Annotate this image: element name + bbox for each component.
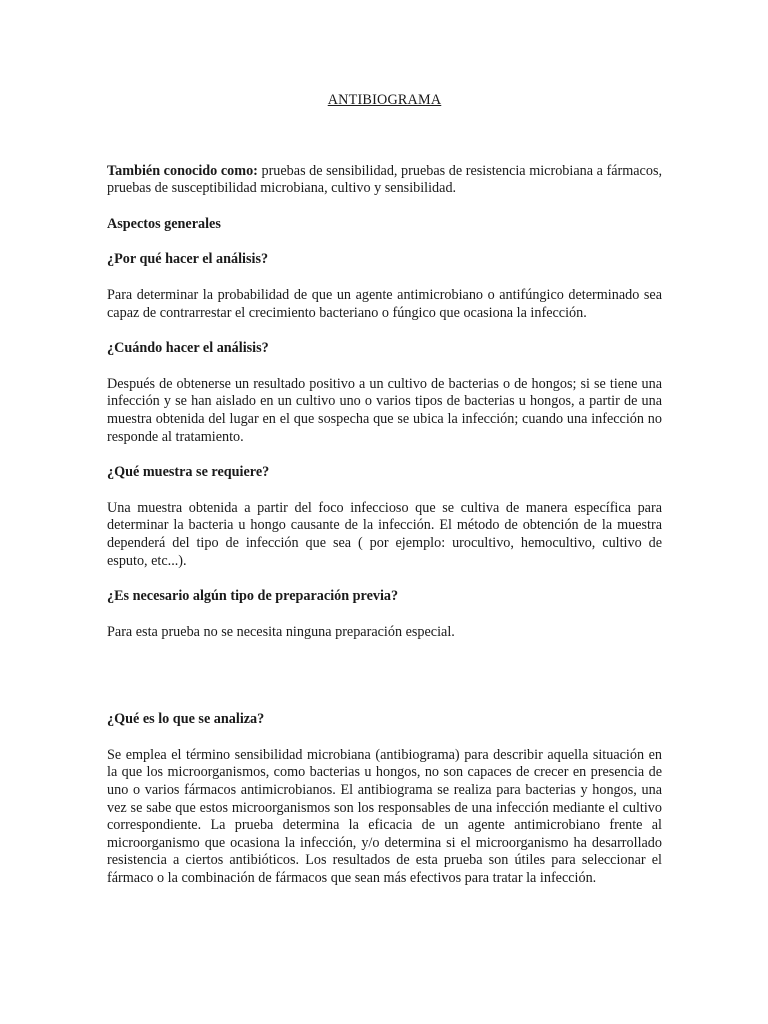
intro-text: pruebas de sensibilidad, pruebas de resistencia microbiana a fármacos, pruebas de susceptibilidad microbiana, cultivo y sensibilidad. bbox=[107, 162, 663, 197]
document-title: ANTIBIOGRAMA bbox=[327, 92, 442, 108]
section-when-body: Después de obtenerse un resultado positivo a un cultivo de bacterias o de hongos; si se tiene una infección y se han aislado en un cultivo uno o varios tipos de bacterias u hongos, a partir de una muestra obtenida del lugar en el que sospecha que se ubica la infección; cuando una infección no responde al tratamiento. bbox=[107, 375, 662, 445]
section-why-heading: ¿Por qué hacer el análisis? bbox=[107, 251, 269, 268]
document-page bbox=[107, 92, 662, 906]
section-analysis-heading: ¿Qué es lo que se analiza? bbox=[107, 711, 265, 728]
section-analysis-body: Se emplea el término sensibilidad microbiana (antibiograma) para describir aquella situación en la que los microorganismos, como bacterias u hongos, no son capaces de crecer en presencia de uno o varios fármacos antimicrobianos. El antibiograma se realiza para bacterias y hongos, una vez se sabe que estos microorganismos son los responsables de una infección mediante el cultivo correspondiente. La prueba determina la eficacia de un agente antimicrobiano frente al microorganismo que ocasiona la infección, y/o determina si el microorganismo ha desarrollado resistencia a ciertos antibióticos. Los resultados de esta prueba son útiles para seleccionar el fármaco o la combinación de fármacos que sean más efectivos para tratar la infección. bbox=[107, 746, 662, 887]
intro-paragraph bbox=[107, 163, 662, 198]
intro-label: También conocido como: bbox=[107, 162, 258, 179]
section-sample-body: Una muestra obtenida a partir del foco infeccioso que se cultiva de manera específica para determinar la bacteria u hongo causante de la infección. El método de obtención de la muestra dependerá del tipo de infección que sea ( por ejemplo: urocultivo, hemocultivo, cultivo de esputo, etc...). bbox=[107, 499, 662, 569]
section-why-body: Para determinar la probabilidad de que un agente antimicrobiano o antifúngico determinado sea capaz de contrarrestar el crecimiento bacteriano o fúngico que ocasiona la infección. bbox=[107, 286, 662, 321]
blank-space bbox=[107, 659, 662, 711]
section-preparation-heading: ¿Es necesario algún tipo de preparación previa? bbox=[107, 588, 399, 605]
section-preparation-body: Para esta prueba no se necesita ninguna preparación especial. bbox=[107, 623, 455, 640]
section-general-heading: Aspectos generales bbox=[107, 215, 221, 232]
section-sample-heading: ¿Qué muestra se requiere? bbox=[107, 464, 270, 481]
section-when-heading: ¿Cuándo hacer el análisis? bbox=[107, 340, 269, 357]
